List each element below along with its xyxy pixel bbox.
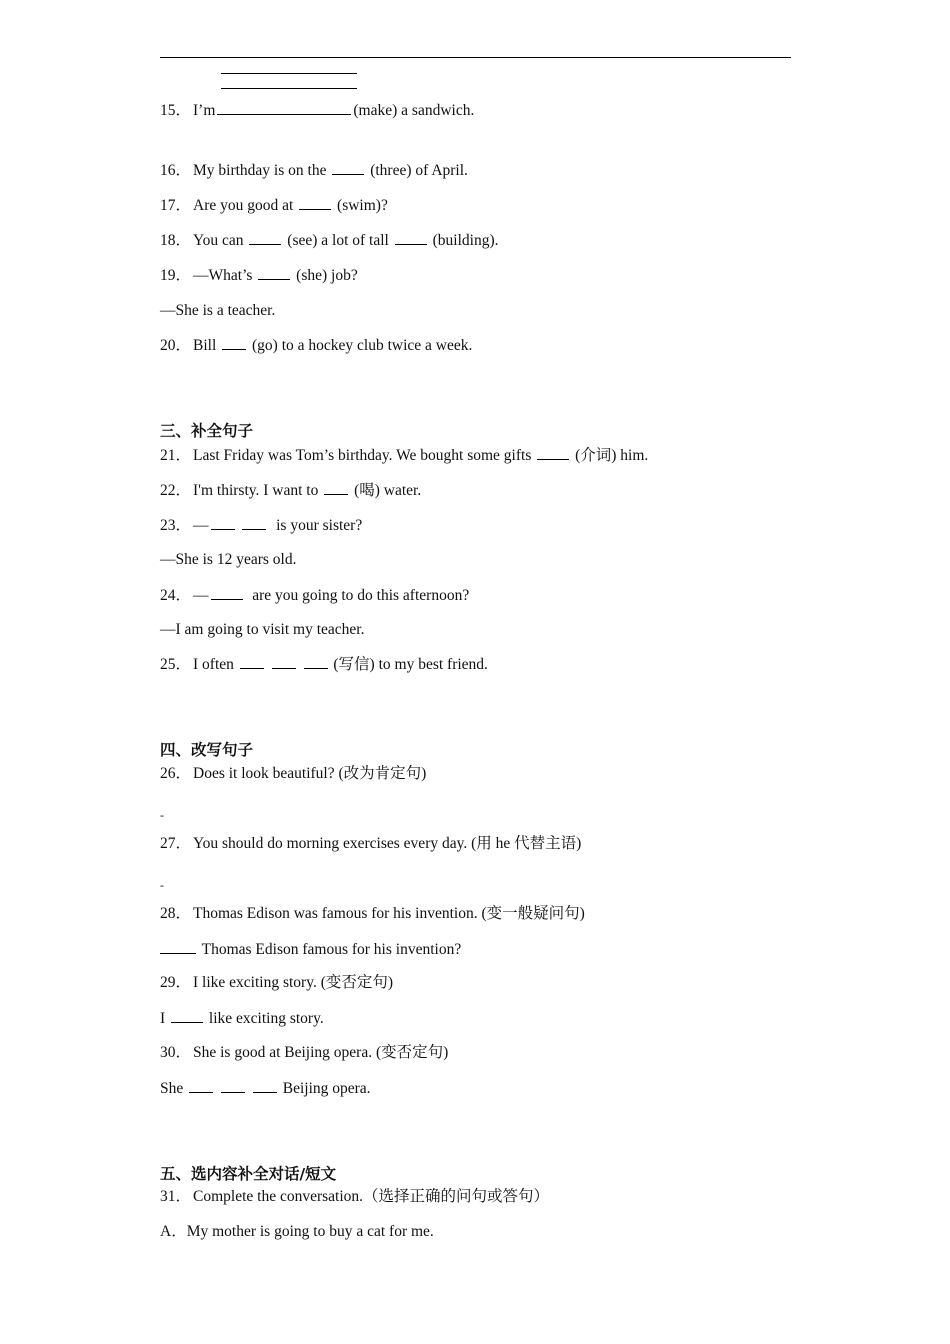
answer-blank [299, 195, 331, 210]
answer-blank [189, 1078, 213, 1093]
question-23: 23． — is your sister? [160, 517, 363, 534]
answer-blank [211, 515, 235, 530]
question-31: 31． Complete the conversation.（选择正确的问句或答句） [160, 1188, 550, 1205]
answer-blank [537, 445, 569, 460]
section-4-title: 四、改写句子 [160, 741, 254, 759]
answer-blank [258, 265, 290, 280]
question-28-answer: Thomas Edison famous for his invention? [160, 939, 461, 960]
section-5-title: 五、选内容补全对话/短文 [160, 1165, 337, 1183]
answer-blank [395, 230, 427, 245]
question-21: 21． Last Friday was Tom’s birthday. We bought some gifts (介词) him. [160, 447, 649, 464]
header-rule [160, 57, 791, 58]
answer-blank [217, 100, 351, 115]
question-26: 26． Does it look beautiful? (改为肯定句) [160, 765, 427, 782]
question-30-answer: She Beijing opera. [160, 1080, 371, 1097]
section-3-title: 三、补全句子 [160, 422, 254, 440]
question-28: 28． Thomas Edison was famous for his invention. (变一般疑问句) [160, 905, 585, 922]
question-16: 16． My birthday is on the (three) of April. [160, 162, 468, 179]
answer-blank [221, 1078, 245, 1093]
answer-blank-line [221, 88, 357, 89]
question-20: 20． Bill (go) to a hockey club twice a week. [160, 337, 473, 354]
answer-blank-line [221, 73, 357, 74]
question-18: 18． You can (see) a lot of tall (building). [160, 232, 499, 249]
answer-blank [253, 1078, 277, 1093]
question-23-answer: —She is 12 years old. [160, 551, 297, 568]
answer-blank [249, 230, 281, 245]
question-26-answer-line: - [160, 808, 164, 822]
answer-blank [304, 654, 328, 669]
answer-blank [222, 335, 246, 350]
answer-blank [324, 480, 348, 495]
question-22: 22． I'm thirsty. I want to (喝) water. [160, 482, 422, 499]
answer-blank [332, 160, 364, 175]
question-30: 30． She is good at Beijing opera. (变否定句) [160, 1044, 449, 1061]
question-15: 15． I’m (make) a sandwich. [160, 102, 475, 119]
question-24-answer: —I am going to visit my teacher. [160, 621, 365, 638]
answer-blank [272, 654, 296, 669]
question-29-answer: I like exciting story. [160, 1010, 324, 1027]
question-29: 29． I like exciting story. (变否定句) [160, 974, 394, 991]
answer-blank [211, 585, 243, 600]
question-17: 17． Are you good at (swim)? [160, 197, 388, 214]
answer-blank [160, 939, 196, 954]
question-19-answer: —She is a teacher. [160, 302, 276, 319]
question-27-answer-line: - [160, 878, 164, 892]
question-31-option-a: A．My mother is going to buy a cat for me. [160, 1223, 434, 1240]
question-24: 24． — are you going to do this afternoon? [160, 587, 470, 604]
answer-blank [240, 654, 264, 669]
answer-blank [171, 1008, 203, 1023]
question-25: 25． I often (写信) to my best friend. [160, 656, 488, 673]
answer-blank [242, 515, 266, 530]
question-19: 19． —What’s (she) job? [160, 267, 358, 284]
question-27: 27． You should do morning exercises every day. (用 he 代替主语) [160, 835, 582, 852]
